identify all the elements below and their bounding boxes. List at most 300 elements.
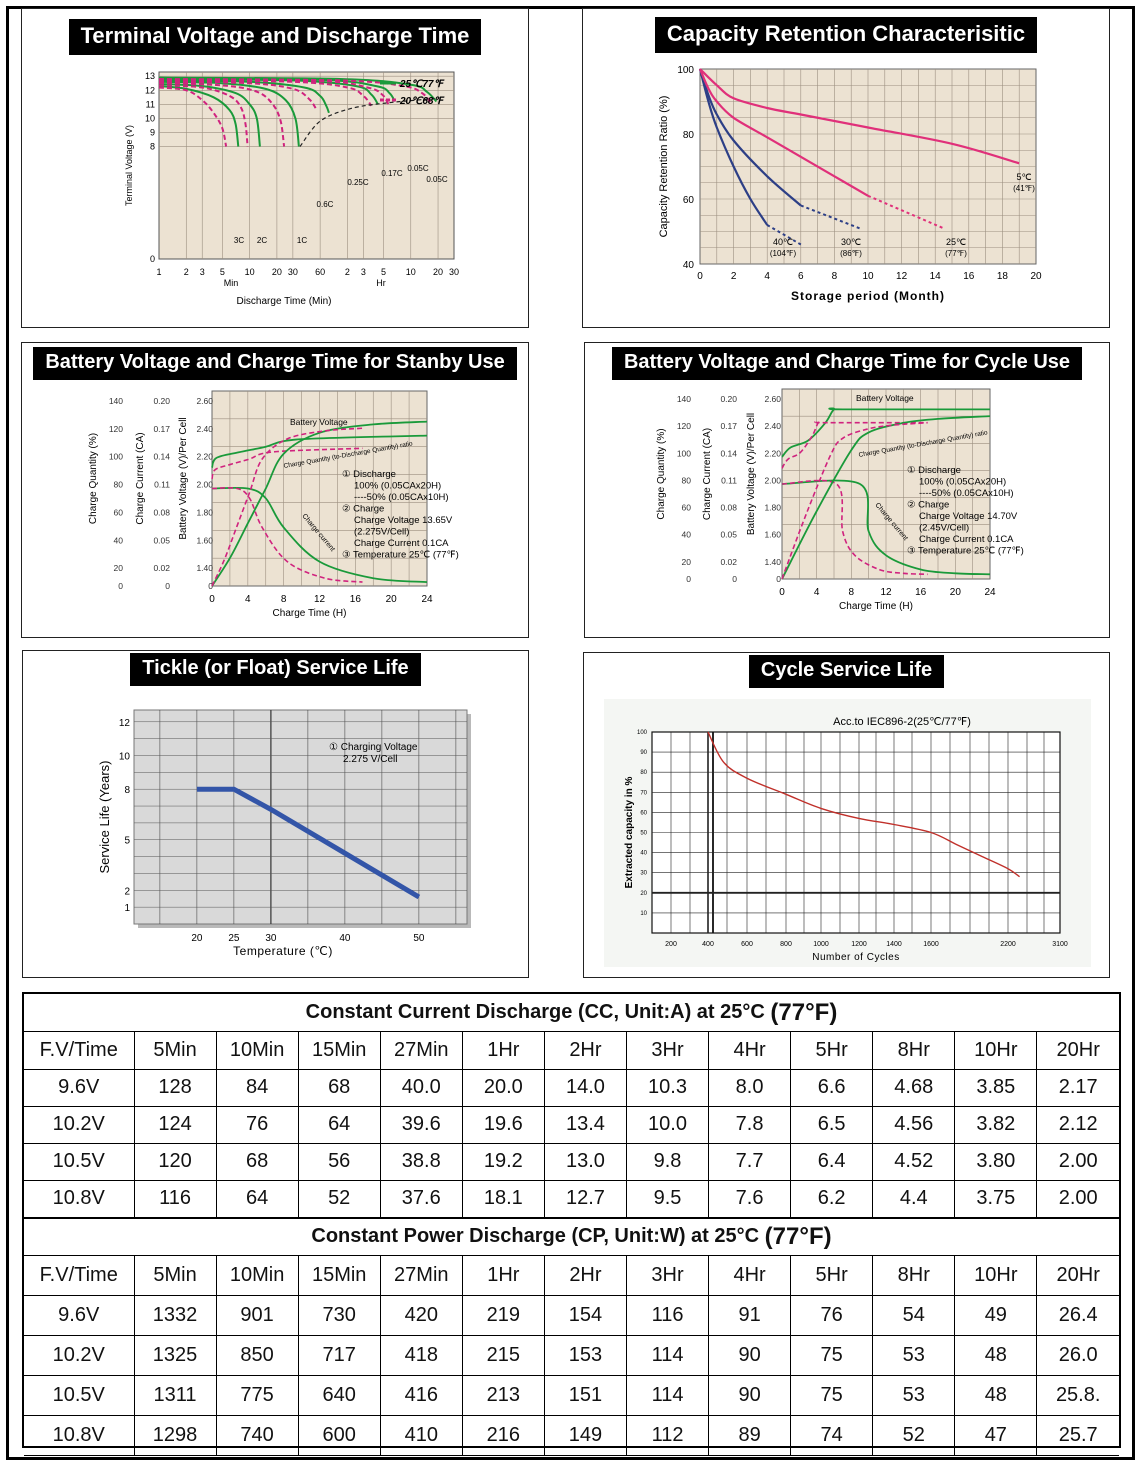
- table-cell: 6.4: [791, 1143, 873, 1180]
- cu-axis-tick: 0.08: [720, 502, 737, 513]
- sb-axis-tick: 2.20: [196, 451, 213, 462]
- cu-xlabel: Charge Time (H): [839, 601, 913, 612]
- table-cell: 76: [791, 1296, 873, 1336]
- table-header-cell: 27Min: [380, 1256, 462, 1296]
- cu-axis-tick: 120: [676, 421, 691, 432]
- table-cell: 10.0: [626, 1106, 708, 1143]
- table-row-label: 10.2V: [24, 1336, 134, 1376]
- tv-xtick: 3: [360, 267, 366, 277]
- cr-curve-label-f: (41℉): [1013, 184, 1035, 193]
- table-cell: 112: [626, 1416, 708, 1456]
- cl-xtick: 1600: [923, 941, 939, 948]
- cc-discharge-table: [24, 1032, 1119, 1218]
- cu-note: ① Discharge: [907, 465, 961, 476]
- cr-xtick: 12: [896, 271, 908, 282]
- cr-curve-label-f: (86℉): [840, 249, 862, 258]
- tv-rate-label: 0.6C: [316, 200, 334, 209]
- cu-axis-tick: 2.60: [764, 394, 781, 404]
- table-header-cell: 27Min: [380, 1032, 462, 1069]
- table-header-cell: 2Hr: [544, 1256, 626, 1296]
- table-row: [24, 1416, 1119, 1456]
- table-header-cell: 5Hr: [791, 1256, 873, 1296]
- table-cell: 4.52: [873, 1143, 955, 1180]
- table-cell: 1325: [134, 1336, 216, 1376]
- sb-note: ③ Temperature 25℃ (77℉): [342, 549, 459, 561]
- table-row: [24, 1069, 1119, 1106]
- table-cell: 640: [298, 1376, 380, 1416]
- cu-axis-tick: 60: [681, 502, 691, 513]
- cl-subtitle: Acc.to IEC896-2(25℃/77℉): [833, 716, 971, 728]
- cu-note: 100% (0.05CAx20H): [919, 476, 1007, 488]
- sb-xtick: 16: [349, 594, 361, 605]
- sb-axis-tick: 140: [108, 396, 123, 406]
- table-cell: 89: [709, 1416, 791, 1456]
- tv-rate-label: 3C: [233, 236, 245, 245]
- sb-axis-tick: 0.14: [153, 451, 170, 462]
- cr-curve-label: 5℃: [1016, 172, 1032, 182]
- tv-xtick: 5: [219, 267, 225, 277]
- table-row-label: 10.2V: [24, 1106, 134, 1143]
- table-header-cell: 15Min: [298, 1032, 380, 1069]
- cu-xtick: 24: [984, 587, 996, 598]
- table-cell: 64: [216, 1180, 298, 1217]
- cu-xtick: 4: [813, 587, 820, 598]
- table-cell: 1332: [134, 1296, 216, 1336]
- tv-xtick: 30: [287, 267, 298, 277]
- table-cell: 68: [298, 1069, 380, 1106]
- table-cell: 25.8.: [1037, 1376, 1119, 1416]
- table-row: [24, 1296, 1119, 1336]
- table-cell: 1311: [134, 1376, 216, 1416]
- table-cell: 9.8: [626, 1143, 708, 1180]
- cr-xtick: 0: [697, 271, 703, 282]
- cu-axis-tick: 40: [681, 529, 691, 540]
- cr-curve-label: 25℃: [945, 237, 967, 247]
- tv-rate-label: 0.25C: [347, 178, 369, 187]
- fl-xtick: 40: [339, 933, 351, 944]
- cl-ytick: 100: [636, 730, 647, 736]
- sb-note: ----50% (0.05CAx10H): [354, 492, 449, 503]
- table-header-cell: 10Min: [216, 1256, 298, 1296]
- tv-xtick: 20: [433, 267, 444, 277]
- standby-charge-title: Battery Voltage and Charge Time for Stanby Use: [33, 347, 516, 380]
- sb-axis-tick: 1.80: [196, 507, 213, 518]
- sb-axis-tick: 0.02: [153, 563, 170, 574]
- sb-axis-tick: 0.17: [153, 423, 170, 434]
- table-cell: 74: [791, 1416, 873, 1456]
- table-header-cell: 5Hr: [791, 1032, 873, 1069]
- table-cell: 151: [544, 1376, 626, 1416]
- table-header-cell: 5Min: [134, 1032, 216, 1069]
- cu-xtick: 20: [949, 587, 961, 598]
- tv-rate-label: 0.05C: [426, 175, 448, 184]
- fl-ytick: 1: [124, 903, 130, 915]
- cycle-life-title: Cycle Service Life: [749, 655, 944, 688]
- table-cell: 7.6: [709, 1180, 791, 1217]
- cr-xtick: 16: [963, 271, 975, 282]
- capacity-retention-panel: [582, 8, 1110, 328]
- table-row: [24, 1180, 1119, 1217]
- table-cell: 4.56: [873, 1106, 955, 1143]
- table-cell: 7.8: [709, 1106, 791, 1143]
- cl-xtick: 3100: [1052, 941, 1068, 948]
- cycle-charge-panel: [584, 342, 1110, 638]
- table-cell: 4.4: [873, 1180, 955, 1217]
- tv-ytick: 12: [144, 85, 155, 96]
- sb-note: (2.275V/Cell): [354, 526, 410, 538]
- table-header-cell: 5Min: [134, 1256, 216, 1296]
- cr-xtick: 4: [764, 271, 770, 282]
- table-row: [24, 1106, 1119, 1143]
- table-cell: 901: [216, 1296, 298, 1336]
- cu-axis-tick: 0: [686, 574, 691, 584]
- table-header-cell: 10Hr: [955, 1032, 1037, 1069]
- tv-legend-20: 20℃68℉: [400, 96, 443, 107]
- table-header-row: [24, 1032, 1119, 1069]
- tv-rate-label: 2C: [256, 236, 268, 245]
- capacity-retention-title: Capacity Retention Characterisitic: [655, 17, 1037, 53]
- table-cell: 40.0: [380, 1069, 462, 1106]
- table-cell: 37.6: [380, 1180, 462, 1217]
- sb-note: ① Discharge: [342, 469, 396, 480]
- capacity-retention-chart: [583, 9, 1110, 328]
- table-cell: 2.00: [1037, 1143, 1119, 1180]
- sb-curve-label: Battery Voltage: [290, 417, 348, 427]
- cr-xtick: 8: [831, 271, 838, 282]
- cycle-charge-chart: [585, 343, 1110, 638]
- sb-axis-tick: 120: [108, 423, 123, 434]
- cu-axis-title: Battery Voltage (V)/Per Cell: [746, 412, 757, 536]
- tv-ytick: 10: [144, 113, 155, 124]
- table-cell: 128: [134, 1069, 216, 1106]
- table-cell: 420: [380, 1296, 462, 1336]
- terminal-voltage-panel: [21, 8, 529, 328]
- table-cell: 6.5: [791, 1106, 873, 1143]
- tv-ytick: 13: [144, 71, 155, 82]
- tv-ytick: 8: [149, 141, 155, 152]
- cl-xtick: 600: [741, 941, 753, 948]
- float-life-chart: [23, 651, 529, 978]
- table-cell: 19.2: [462, 1143, 544, 1180]
- float-life-title: Tickle (or Float) Service Life: [130, 653, 420, 686]
- table-cell: 18.1: [462, 1180, 544, 1217]
- cu-axis-tick: 140: [676, 394, 691, 404]
- table-cell: 38.8: [380, 1143, 462, 1180]
- cu-axis-tick: 0.05: [720, 529, 737, 540]
- sb-axis-title: Charge Current (CA): [135, 432, 146, 525]
- table-cell: 7.7: [709, 1143, 791, 1180]
- cu-note: ③ Temperature 25℃ (77℉): [907, 545, 1024, 557]
- cl-xlabel: Number of Cycles: [812, 952, 900, 963]
- table-cell: 12.7: [544, 1180, 626, 1217]
- sb-xtick: 20: [385, 594, 397, 605]
- sb-axis-tick: 0.05: [153, 535, 170, 546]
- cu-axis-tick: 100: [676, 448, 691, 459]
- tv-rate-label: 0.17C: [381, 169, 403, 178]
- table-row: [24, 1336, 1119, 1376]
- terminal-voltage-title: Terminal Voltage and Discharge Time: [69, 19, 482, 55]
- table-cell: 26.0: [1037, 1336, 1119, 1376]
- sb-axis-tick: 1.40: [196, 563, 213, 574]
- cr-xtick: 20: [1030, 271, 1042, 282]
- cycle-life-panel: [583, 652, 1110, 978]
- cu-axis-tick: 80: [681, 475, 691, 486]
- cu-axis-tick: 20: [681, 556, 691, 567]
- table-cell: 91: [709, 1296, 791, 1336]
- sb-axis-tick: 2.00: [196, 479, 213, 490]
- table-cell: 53: [873, 1336, 955, 1376]
- cl-xtick: 400: [702, 941, 714, 948]
- table-cell: 48: [955, 1376, 1037, 1416]
- table-cell: 48: [955, 1336, 1037, 1376]
- sb-xtick: 12: [313, 594, 326, 605]
- table-cell: 114: [626, 1336, 708, 1376]
- cu-xtick: 16: [915, 587, 927, 598]
- fl-note: ① Charging Voltage: [329, 742, 418, 753]
- tv-xtick: 30: [448, 267, 460, 277]
- cr-ylabel: Capacity Retention Ratio (%): [658, 95, 670, 238]
- tv-xtick: 3: [199, 267, 205, 277]
- fl-ytick: 2: [124, 886, 130, 898]
- sb-xlabel: Charge Time (H): [272, 608, 347, 619]
- cp-discharge-table: [24, 1256, 1119, 1457]
- table-cell: 75: [791, 1376, 873, 1416]
- table-cell: 75: [791, 1336, 873, 1376]
- table-row-label: 10.8V: [24, 1416, 134, 1456]
- table-cell: 47: [955, 1416, 1037, 1456]
- fl-ytick: 5: [124, 835, 130, 847]
- cl-ylabel: Extracted capacity in %: [624, 776, 635, 889]
- cu-xtick: 0: [779, 587, 785, 598]
- cu-note: (2.45V/Cell): [919, 522, 970, 534]
- fl-xtick: 25: [228, 933, 240, 944]
- table-cell: 216: [462, 1416, 544, 1456]
- sb-axis-tick: 1.60: [196, 535, 213, 546]
- fl-ylabel: Service Life (Years): [97, 760, 112, 874]
- cu-axis-tick: 0.14: [720, 448, 737, 459]
- cl-xtick: 2200: [1000, 941, 1016, 948]
- tv-legend-25: 25℃77℉: [400, 79, 443, 90]
- cu-axis-title: Charge Quantity (%): [656, 428, 667, 520]
- table-cell: 54: [873, 1296, 955, 1336]
- tv-rate-label: 1C: [296, 236, 308, 245]
- cr-xtick: 14: [929, 271, 941, 282]
- table-cell: 410: [380, 1416, 462, 1456]
- table-cell: 740: [216, 1416, 298, 1456]
- table-cell: 120: [134, 1143, 216, 1180]
- cu-axis-tick: 0.11: [721, 475, 737, 486]
- cycle-life-chart: [584, 653, 1110, 978]
- table-cell: 13.4: [544, 1106, 626, 1143]
- table-cell: 10.3: [626, 1069, 708, 1106]
- cu-curve-label: Battery Voltage: [856, 393, 914, 403]
- table-cell: 215: [462, 1336, 544, 1376]
- table-cell: 2.00: [1037, 1180, 1119, 1217]
- cu-note: ② Charge: [907, 499, 950, 511]
- table-cell: 3.75: [955, 1180, 1037, 1217]
- sb-curve-label: Charge Quantity (to-Discharge Quantity) ratio: [283, 440, 414, 470]
- fl-ytick: 8: [124, 785, 130, 797]
- fl-ytick: 12: [118, 717, 130, 729]
- table-header-cell: 4Hr: [709, 1256, 791, 1296]
- sb-axis-tick: 2.40: [196, 423, 213, 434]
- table-header-cell: 1Hr: [462, 1256, 544, 1296]
- terminal-voltage-chart: [22, 9, 529, 328]
- table-cell: 20.0: [462, 1069, 544, 1106]
- cl-ytick: 50: [640, 830, 647, 837]
- table-cell: 3.80: [955, 1143, 1037, 1180]
- table-header-cell: 8Hr: [873, 1032, 955, 1069]
- cr-ytick: 60: [682, 195, 694, 206]
- cr-ytick: 80: [682, 130, 694, 141]
- table-header-cell: 4Hr: [709, 1032, 791, 1069]
- cl-ytick: 40: [640, 850, 647, 857]
- cu-xtick: 12: [880, 587, 892, 598]
- table-cell: 6.6: [791, 1069, 873, 1106]
- sb-xtick: 24: [421, 594, 433, 605]
- table-cell: 39.6: [380, 1106, 462, 1143]
- standby-charge-chart: [22, 343, 529, 638]
- table-header-cell: 20Hr: [1037, 1032, 1119, 1069]
- table-cell: 153: [544, 1336, 626, 1376]
- table-cell: 1298: [134, 1416, 216, 1456]
- table-cell: 84: [216, 1069, 298, 1106]
- table-header-cell: 3Hr: [626, 1256, 708, 1296]
- sb-note: Charge Current 0.1CA: [354, 538, 449, 549]
- table-cell: 213: [462, 1376, 544, 1416]
- table-cell: 8.0: [709, 1069, 791, 1106]
- table-cell: 600: [298, 1416, 380, 1456]
- table-cell: 418: [380, 1336, 462, 1376]
- table-row: [24, 1143, 1119, 1180]
- tv-xlabel: Discharge Time (Min): [236, 296, 332, 307]
- table-cell: 124: [134, 1106, 216, 1143]
- cu-axis-tick: 1.80: [764, 502, 781, 513]
- sb-xtick: 4: [245, 594, 251, 605]
- cr-xtick: 10: [862, 271, 874, 282]
- sb-axis-tick: 0.08: [153, 507, 170, 518]
- table-cell: 64: [298, 1106, 380, 1143]
- table-cell: 6.2: [791, 1180, 873, 1217]
- table-cell: 90: [709, 1376, 791, 1416]
- sb-axis-title: Charge Quantity (%): [88, 432, 99, 525]
- sb-axis-tick: 0: [118, 581, 123, 591]
- table-cell: 56: [298, 1143, 380, 1180]
- tv-ytick: 9: [149, 127, 155, 138]
- table-cell: 90: [709, 1336, 791, 1376]
- sb-xtick: 8: [280, 594, 287, 605]
- sb-axis-title: Battery Voltage (V)/Per Cell: [178, 417, 189, 540]
- cr-curve-label-f: (77℉): [945, 249, 967, 258]
- cl-ytick: 30: [640, 870, 647, 877]
- cu-note: Charge Voltage 14.70V: [919, 511, 1018, 522]
- table-cell: 26.4: [1037, 1296, 1119, 1336]
- cu-note: ----50% (0.05CAx10H): [919, 488, 1014, 499]
- cu-axis-tick: 1.60: [764, 529, 781, 540]
- table-header-cell: 1Hr: [462, 1032, 544, 1069]
- table-header-cell: 15Min: [298, 1256, 380, 1296]
- tv-xtick: 2: [344, 267, 350, 277]
- table-cell: 154: [544, 1296, 626, 1336]
- table-cell: 730: [298, 1296, 380, 1336]
- tv-xtick: 60: [315, 267, 326, 277]
- cl-xtick: 1400: [886, 941, 902, 948]
- table-header-cell: 3Hr: [626, 1032, 708, 1069]
- table-row-label: 10.5V: [24, 1376, 134, 1416]
- cycle-charge-title: Battery Voltage and Charge Time for Cycle Use: [612, 347, 1082, 380]
- cu-note: Charge Current 0.1CA: [919, 534, 1014, 545]
- cu-axis-tick: 0.17: [720, 421, 737, 432]
- table-row-label: 10.8V: [24, 1180, 134, 1217]
- table-header-cell: F.V/Time: [24, 1032, 134, 1069]
- sb-axis-tick: 100: [108, 451, 123, 462]
- table-cell: 4.68: [873, 1069, 955, 1106]
- standby-charge-panel: [21, 342, 529, 638]
- fl-note: 2.275 V/Cell: [343, 754, 398, 765]
- sb-axis-tick: 40: [113, 535, 123, 546]
- table-cell: 14.0: [544, 1069, 626, 1106]
- tv-ytick: 0: [149, 254, 155, 264]
- table-header-cell: 20Hr: [1037, 1256, 1119, 1296]
- tv-ylabel: Terminal Voltage (V): [124, 124, 134, 207]
- sb-axis-tick: 20: [113, 563, 123, 574]
- cr-xtick: 6: [798, 271, 804, 282]
- table-cell: 219: [462, 1296, 544, 1336]
- tv-xtick: 10: [405, 267, 416, 277]
- cl-ytick: 70: [640, 790, 647, 797]
- table-cell: 116: [134, 1180, 216, 1217]
- table-cell: 52: [873, 1416, 955, 1456]
- table-cell: 52: [298, 1180, 380, 1217]
- table-row-label: 10.5V: [24, 1143, 134, 1180]
- sb-axis-tick: 2.60: [196, 396, 213, 406]
- tv-xunit-hr: Hr: [376, 278, 386, 288]
- cl-ytick: 20: [640, 890, 647, 897]
- tv-xtick: 10: [244, 267, 255, 277]
- table-header-cell: 10Min: [216, 1032, 298, 1069]
- table-cell: 76: [216, 1106, 298, 1143]
- tv-xtick: 20: [271, 267, 282, 277]
- table-cell: 3.85: [955, 1069, 1037, 1106]
- cu-curve-label: Charge current: [873, 501, 909, 543]
- fl-xtick: 20: [191, 933, 203, 944]
- cu-axis-tick: 0.02: [720, 556, 737, 567]
- tv-xunit-min: Min: [223, 278, 239, 288]
- table-cell: 416: [380, 1376, 462, 1416]
- table-cell: 2.12: [1037, 1106, 1119, 1143]
- table-cell: 2.17: [1037, 1069, 1119, 1106]
- sb-curve-label: Charge current: [300, 512, 336, 554]
- cr-xtick: 18: [996, 271, 1008, 282]
- cl-ytick: 10: [640, 910, 647, 917]
- table-cell: 850: [216, 1336, 298, 1376]
- table-header-cell: 2Hr: [544, 1032, 626, 1069]
- table-header-row: [24, 1256, 1119, 1296]
- cl-ytick: 80: [640, 770, 647, 777]
- table-cell: 53: [873, 1376, 955, 1416]
- table-row-label: 9.6V: [24, 1296, 134, 1336]
- discharge-tables: [22, 992, 1121, 1448]
- table-cell: 775: [216, 1376, 298, 1416]
- sb-xtick: 0: [209, 594, 215, 605]
- fl-xlabel: Temperature (℃): [233, 944, 333, 958]
- cl-xtick: 1000: [813, 941, 829, 948]
- table-row: [24, 1376, 1119, 1416]
- table-cell: 3.82: [955, 1106, 1037, 1143]
- sb-axis-tick: 0: [165, 581, 170, 591]
- table-cell: 114: [626, 1376, 708, 1416]
- sb-axis-tick: 0.20: [153, 396, 170, 406]
